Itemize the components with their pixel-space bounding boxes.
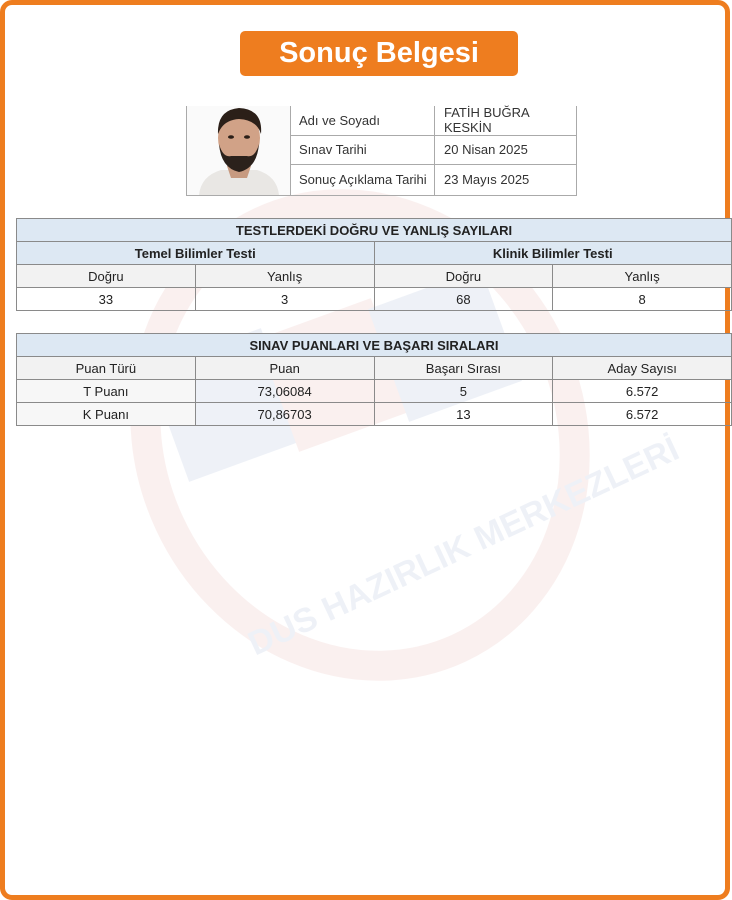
tests-table [16,218,732,311]
info-row-name [290,106,577,136]
candidate-photo [187,106,291,195]
table-cell: 33 [17,288,196,311]
table-row [17,380,732,403]
table-row [17,288,732,311]
table-cell: 70,86703 [195,403,374,426]
table-cell: 3 [195,288,374,311]
column-header: Aday Sayısı [553,357,732,380]
column-header: Başarı Sırası [374,357,553,380]
column-header: Yanlış [195,265,374,288]
svg-text:DUS HAZIRLIK MERKEZLERİ: DUS HAZIRLIK MERKEZLERİ [242,429,685,664]
scores-table-title: SINAV PUANLARI VE BAŞARI SIRALARI [17,334,732,357]
info-row-result-date [290,165,577,195]
table-row [17,403,732,426]
exam-date-value: 20 Nisan 2025 [444,142,528,158]
result-date-value: 23 Mayıs 2025 [444,172,530,188]
column-header: Puan [195,357,374,380]
table-cell: K Puanı [17,403,196,426]
group-header-temel: Temel Bilimler Testi [17,242,375,265]
scores-table [16,333,732,426]
tests-table-title: TESTLERDEKİ DOĞRU VE YANLIŞ SAYILARI [17,219,732,242]
column-header: Doğru [374,265,553,288]
name-value: FATİH BUĞRA KESKİN [444,105,529,136]
table-cell: T Puanı [17,380,196,403]
group-header-klinik: Klinik Bilimler Testi [374,242,732,265]
table-cell: 73,06084 [195,380,374,403]
result-date-label: Sonuç Açıklama Tarihi [290,165,435,195]
name-label: Adı ve Soyadı [290,106,435,135]
table-cell: 5 [374,380,553,403]
table-cell: 13 [374,403,553,426]
column-header: Doğru [17,265,196,288]
table-cell: 8 [553,288,732,311]
exam-date-label: Sınav Tarihi [290,136,435,165]
table-cell: 68 [374,288,553,311]
candidate-info [186,106,577,196]
column-header: Yanlış [553,265,732,288]
info-row-exam-date [290,136,577,166]
table-cell: 6.572 [553,403,732,426]
column-header: Puan Türü [17,357,196,380]
page-title: Sonuç Belgesi [240,31,518,76]
table-cell: 6.572 [553,380,732,403]
